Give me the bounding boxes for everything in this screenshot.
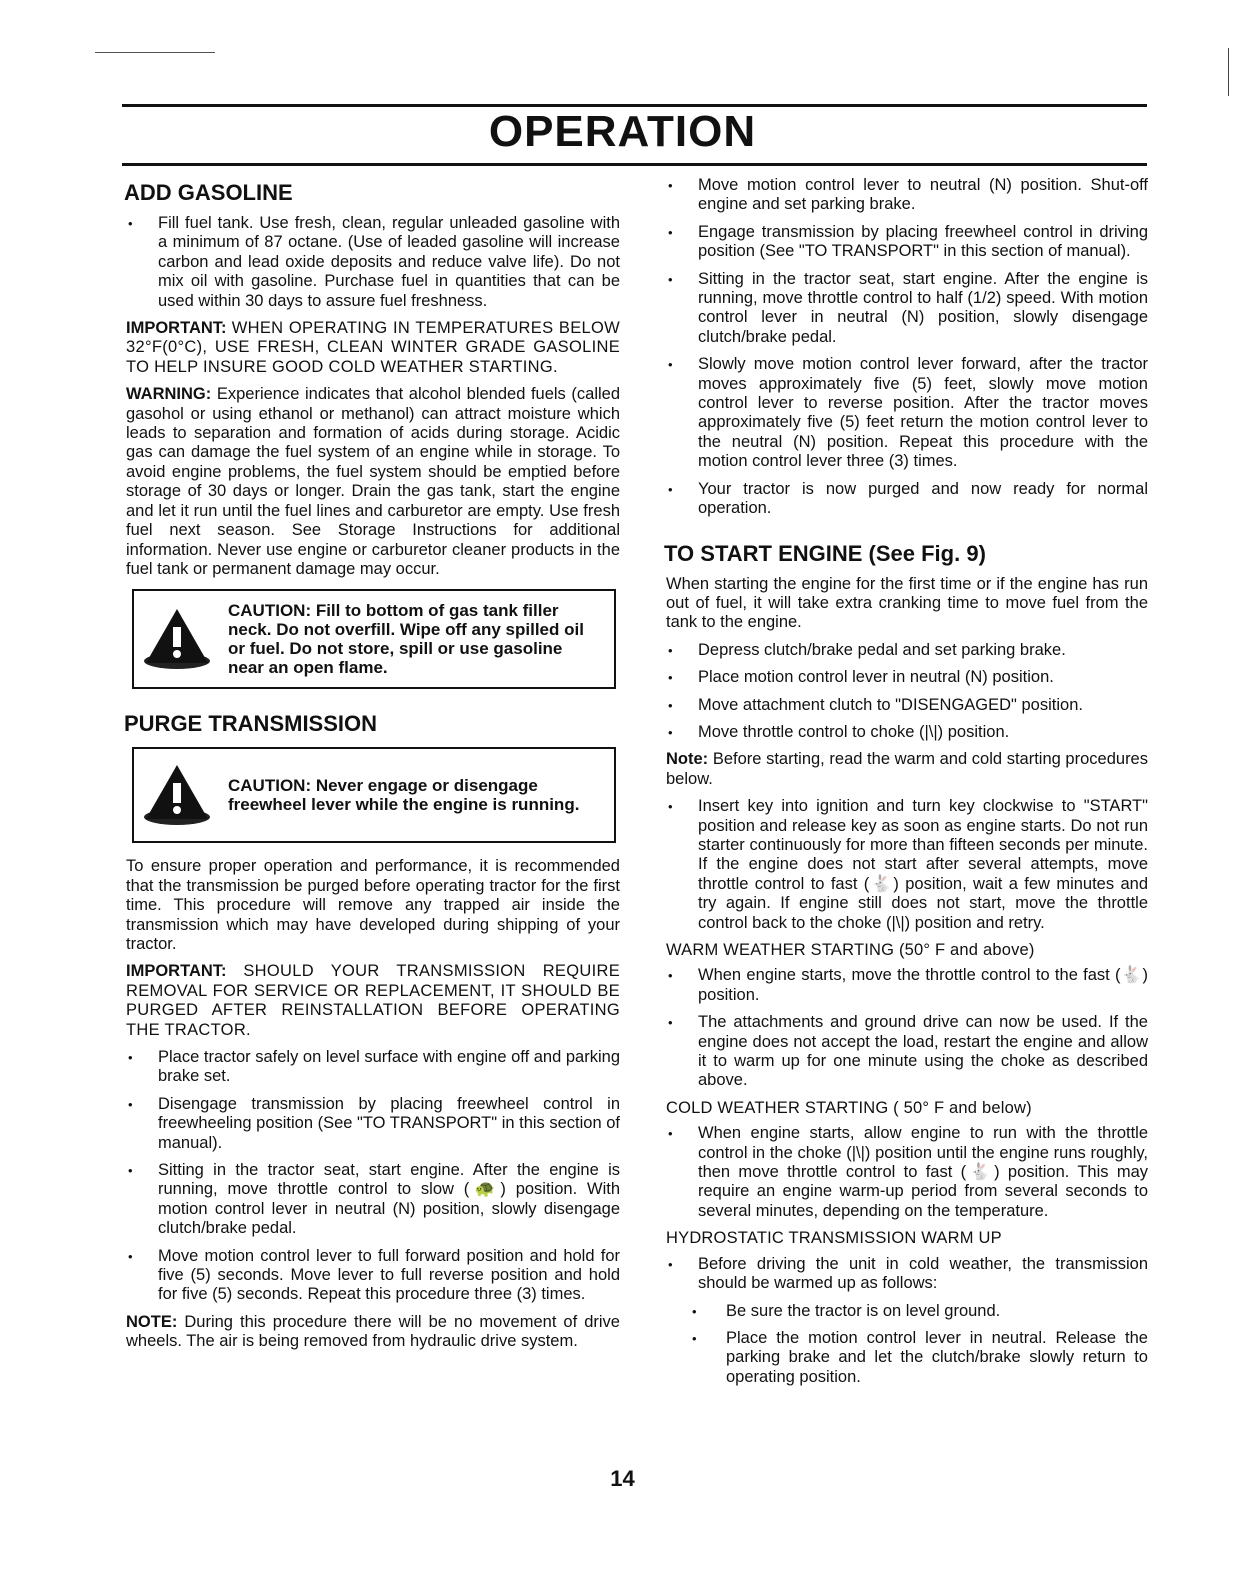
header-bottom-rule [122, 163, 1147, 166]
warm-weather-heading: WARM WEATHER STARTING (50° F and above) [666, 941, 1035, 959]
scan-edge-mark [1228, 48, 1229, 96]
caution-text: CAUTION: Fill to bottom of gas tank filler neck. Do not overfill. Wipe off any spilled oil or fuel. Do not store, spill or use gasoline near an open flame. [228, 601, 584, 678]
list-item: • Slowly move motion control lever forward, after the tractor moves approximately five (5) feet, slowly move motion control lever to reverse position. After the tractor moves approximately five (5) feet return the motion control lever to the neutral (N) position. Repeat this procedure with the motion control lever three (3) times. [662, 355, 1148, 471]
cold-weather-list [662, 1124, 1148, 1221]
list-item: • Depress clutch/brake pedal and set parking brake. [662, 641, 1148, 660]
list-item: • Sitting in the tractor seat, start engine. After the engine is running, move throttle control to half (1/2) speed. With motion control lever in neutral (N) position, slowly disengage clutch/brake pedal. [662, 270, 1148, 348]
cold-weather-heading: COLD WEATHER STARTING ( 50° F and below) [666, 1098, 1032, 1117]
important-label: IMPORTANT: [126, 962, 227, 981]
warning-paragraph [126, 385, 620, 579]
purge-continued-list [662, 176, 1148, 519]
note-label: NOTE: [126, 1312, 178, 1331]
caution-text: CAUTION: Never engage or disengage freewheel lever while the engine is running. [228, 776, 580, 815]
list-item: • Move attachment clutch to "DISENGAGED" position. [662, 696, 1148, 715]
start-engine-note [666, 750, 1148, 789]
warning-text: Experience indicates that alcohol blended fuels (called gasohol or using ethanol or methanol) can attract moisture which leads to separation and formation of acids during storage. Acidic gas can damage the fuel system of an engine while in storage. To avoid engine problems, the fuel system should be emptied before storage of 30 days or longer. Drain the gas tank, start the engine and let it run until the fuel lines and carburetor are empty. Use fresh fuel next season. See Storage Instructions for additional information. Never use engine or carburetor cleaner products in the fuel tank or permanent damage may occur. [126, 385, 620, 578]
hydrostatic-sub-list [662, 1302, 1148, 1388]
list-item: • Before driving the unit in cold weather, the transmission should be warmed up as follows: [662, 1255, 1148, 1294]
start-engine-heading: TO START ENGINE (See Fig. 9) [664, 540, 986, 566]
list-item: • Disengage transmission by placing freewheel control in freewheeling position (See "TO TRANSPORT" in this section of manual). [122, 1095, 620, 1153]
warning-triangle-icon [142, 607, 212, 671]
purge-intro: To ensure proper operation and performance, it is recommended that the transmission be purged before operating tractor for the first time. This procedure will remove any trapped air inside the transmission which may have developed during shipping of your tractor. [126, 857, 620, 953]
add-gasoline-list [122, 214, 620, 311]
list-item: • Place the motion control lever in neutral. Release the parking brake and let the clutch/brake slowly return to operating position. [686, 1329, 1148, 1387]
list-item: • Your tractor is now purged and now ready for normal operation. [662, 480, 1148, 519]
important-text: WHEN OPERATING IN TEMPERATURES BELOW 32°F(0°C), USE FRESH, CLEAN WINTER GRADE GASOLINE TO HELP INSURE GOOD COLD WEATHER STARTING. [126, 319, 620, 376]
page-title: OPERATION [488, 107, 757, 156]
start-engine-list [662, 641, 1148, 743]
purge-transmission-heading: PURGE TRANSMISSION [124, 711, 378, 737]
add-gasoline-heading: ADD GASOLINE [124, 180, 293, 205]
important-paragraph [126, 319, 620, 377]
important-text: SHOULD YOUR TRANSMISSION REQUIRE REMOVAL FOR SERVICE OR REPLACEMENT, IT SHOULD BE PURGED AFTER REINSTALLATION BEFORE OPERATING THE TRACTOR. [126, 962, 620, 1039]
page-number: 14 [610, 1466, 635, 1491]
warm-weather-list [662, 966, 1148, 1090]
list-item: • When engine starts, allow engine to run with the throttle control in the choke (|\|) position until the engine runs roughly, then move throttle control to fast (🐇) position. This may require an engine warm-up period from several seconds to several minutes, depending on the temperature. [662, 1124, 1148, 1221]
list-item: • Be sure the tractor is on level ground. [686, 1302, 1148, 1321]
list-item: • Engage transmission by placing freewheel control in driving position (See "TO TRANSPORT" in this section of manual). [662, 223, 1148, 262]
hydrostatic-list [662, 1255, 1148, 1294]
list-item: • Place tractor safely on level surface with engine off and parking brake set. [122, 1048, 620, 1087]
caution-box-gasoline [132, 589, 616, 689]
list-item: • Insert key into ignition and turn key clockwise to "START" position and release key as soon as engine starts. Do not run starter continuously for more than fifteen seconds per minute. If the engine does not start after several attempts, move throttle control to fast (🐇) position, wait a few minutes and try again. If engine still does not start, move the throttle control back to the choke (|\|) position and retry. [662, 797, 1148, 933]
list-item: • The attachments and ground drive can now be used. If the engine does not accept the load, restart the engine and allow it to warm up for one minute using the choke as described above. [662, 1013, 1148, 1091]
list-item: • Sitting in the tractor seat, start engine. After the engine is running, move throttle control to slow (🐢) position. With motion control lever in neutral (N) position, slowly disengage clutch/brake pedal. [122, 1161, 620, 1239]
note-text: Before starting, read the warm and cold starting procedures below. [666, 750, 1148, 788]
top-short-rule [95, 52, 215, 53]
purge-important-paragraph [126, 962, 620, 1040]
right-column [662, 176, 1148, 1395]
warning-label: WARNING: [126, 385, 212, 404]
note-text: During this procedure there will be no movement of drive wheels. The air is being removed from hydraulic drive system. [126, 1312, 620, 1351]
key-start-list [662, 797, 1148, 933]
list-item: • Move throttle control to choke (|\|) position. [662, 723, 1148, 742]
start-engine-intro: When starting the engine for the first time or if the engine has run out of fuel, it will take extra cranking time to move fuel from the tank to the engine. [666, 574, 1148, 632]
important-label: IMPORTANT: [126, 319, 227, 338]
list-item: • Move motion control lever to neutral (N) position. Shut-off engine and set parking brake. [662, 176, 1148, 215]
list-item: • When engine starts, move the throttle control to the fast (🐇) position. [662, 966, 1148, 1005]
warning-triangle-icon [142, 763, 212, 827]
note-label: Note: [666, 750, 709, 769]
left-column [122, 176, 620, 1360]
list-item: • Place motion control lever in neutral (N) position. [662, 668, 1148, 687]
hydrostatic-heading: HYDROSTATIC TRANSMISSION WARM UP [666, 1229, 1002, 1248]
list-item: • Move motion control lever to full forward position and hold for five (5) seconds. Move lever to full reverse position and hold for five (5) seconds. Repeat this procedure three (3) times. [122, 1247, 620, 1305]
purge-note [126, 1313, 620, 1352]
caution-box-freewheel [132, 747, 616, 843]
list-item: • Fill fuel tank. Use fresh, clean, regular unleaded gasoline with a minimum of 87 octane. (Use of leaded gasoline will increase carbon and lead oxide deposits and reduce valve life). Do not mix oil with gasoline. Purchase fuel in quantities that can be used within 30 days to assure fuel freshness. [122, 214, 620, 311]
purge-steps-list [122, 1048, 620, 1305]
